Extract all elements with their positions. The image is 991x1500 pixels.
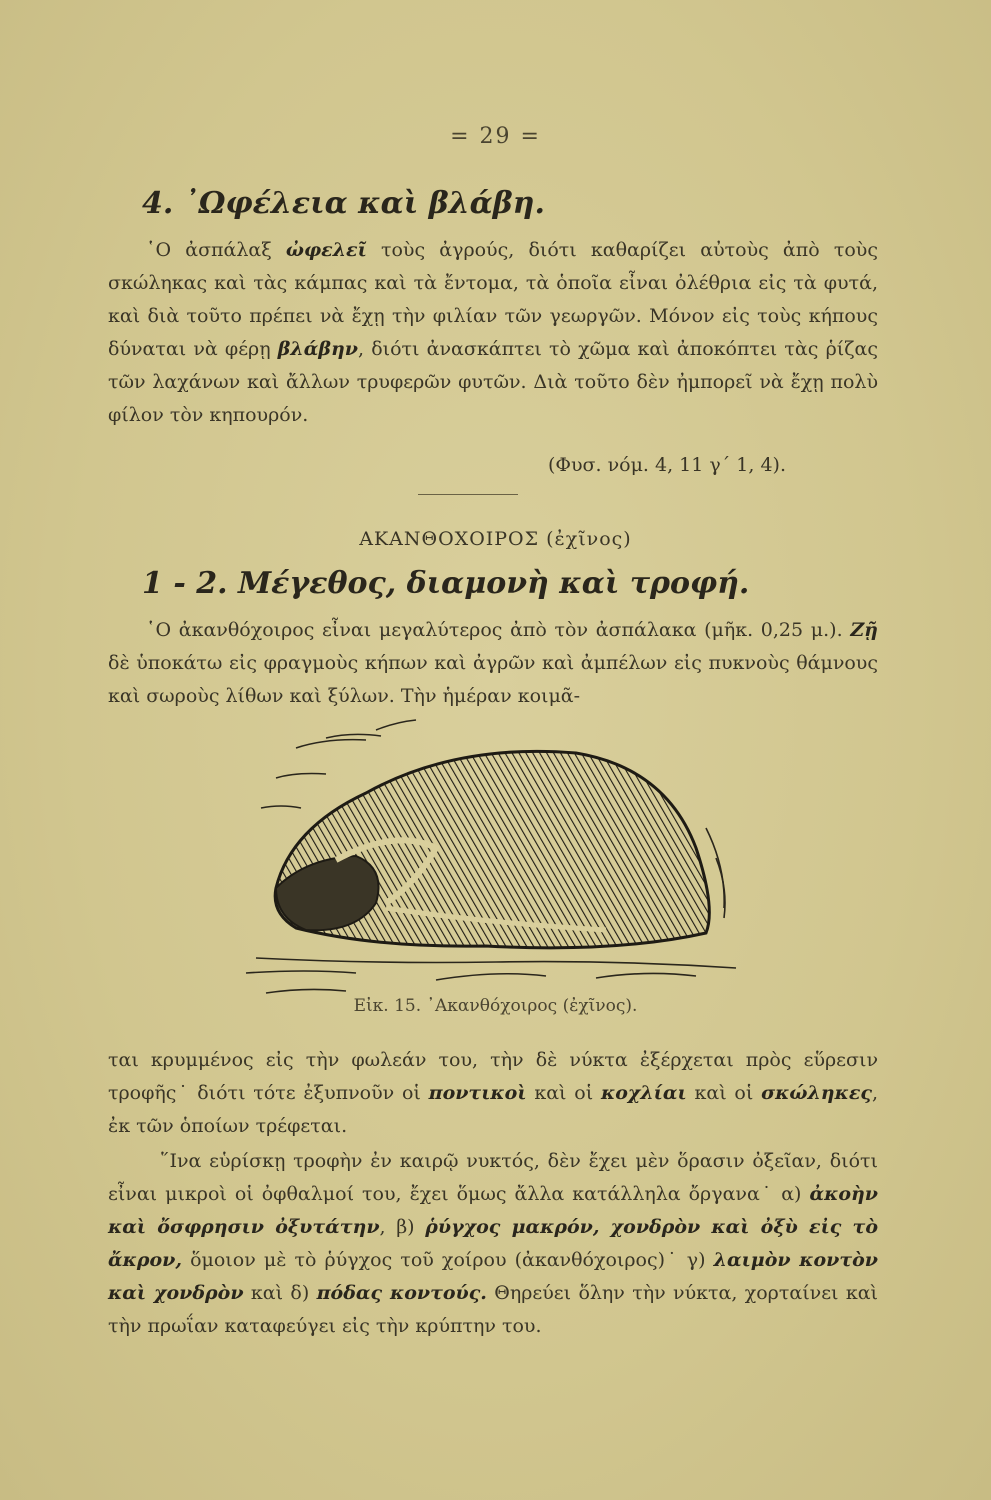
emphasis-harm: βλάβην	[277, 338, 358, 360]
text-run: καὶ δ)	[243, 1282, 317, 1304]
section-title-hedgehog: ΑΚΑΝΘΟΧΟΙΡΟΣ (ἐχῖνος)	[359, 528, 632, 550]
text-run: δὲ ὑποκάτω εἰς φραγμοὺς κήπων καὶ ἀγρῶν καὶ ἀμπέλων εἰς πυκνοὺς θάμνους καὶ σωροὺς λίθων καὶ ξύλων. Τὴν ἡμέραν κοιμᾶ-	[108, 652, 878, 707]
emphasis-mice: ποντικοὶ	[428, 1082, 527, 1104]
paragraph-mole-benefit	[108, 234, 878, 432]
emphasis-benefits: ὠφελεῖ	[285, 239, 367, 261]
emphasis-feet: πόδας κοντούς.	[316, 1282, 487, 1304]
emphasis-worms: σκώληκες	[761, 1082, 872, 1104]
text-run: τοὺς ἀγρούς, διότι καθαρίζει αὐτοὺς ἀπὸ τοὺς σκώληκας καὶ τὰς κάμπας καὶ τὰ ἔντομα, τὰ ὁποῖα εἶναι ὀλέθρια εἰς τὰ φυτά, καὶ διὰ τοῦτο πρέπει νὰ ἔχῃ τὴν φιλίαν τῶν γεωργῶν. Μόνον εἰς τοὺς κήπους δύναται νὰ φέρῃ	[108, 239, 878, 360]
emphasis-neck: λαιμὸν κοντὸν καὶ χονδρὸν	[108, 1249, 878, 1304]
emphasis-snails: κοχλίαι	[600, 1082, 687, 1104]
text-run: ῾Ο ἀκανθόχοιρος εἶναι μεγαλύτερος ἀπὸ τὸν ἀσπάλακα (μῆκ. 0,25 μ.).	[146, 619, 851, 641]
text-run: ῾Ο ἀσπάλαξ	[146, 239, 286, 261]
reference-citation: (Φυσ. νόμ. 4, 11 γ΄ 1, 4).	[548, 454, 786, 476]
paragraph-hedgehog-size	[108, 614, 878, 713]
text-run: Θηρεύει ὅλην τὴν νύκτα, χορταίνει καὶ τὴν πρωΐαν καταφεύγει εἰς τὴν κρύπτην του.	[108, 1282, 878, 1337]
paragraph-hedgehog-senses	[108, 1145, 878, 1343]
paragraph-hedgehog-night	[108, 1044, 878, 1143]
text-run: ὅμοιον μὲ τὸ ῥύγχος τοῦ χοίρου (ἀκανθόχοιρος)˙ γ)	[181, 1249, 714, 1271]
text-run: , ἐκ τῶν ὁποίων τρέφεται.	[108, 1082, 879, 1137]
section-heading-benefit-harm: 4. ᾿Ωφέλεια καὶ βλάβη.	[142, 186, 545, 221]
emphasis-hearing-smell: ἀκοὴν καὶ ὄσφρησιν ὀξυτάτην	[108, 1183, 878, 1238]
page-number: = 29 =	[450, 124, 541, 149]
text-run: ῞Ινα εὑρίσκῃ τροφὴν ἐν καιρῷ νυκτός, δὲν ἔχει μὲν ὅρασιν ὀξεῖαν, διότι εἶναι μικροὶ οἱ ὀφθαλμοί του, ἔχει ὅμως ἄλλα κατάλληλα ὄργανα˙ α)	[108, 1150, 878, 1205]
emphasis-lives: Ζῇ	[850, 619, 878, 641]
text-run: καὶ οἱ	[686, 1082, 762, 1104]
figure-caption: Εἰκ. 15. ᾿Ακανθόχοιρος (ἐχῖνος).	[353, 996, 638, 1016]
hedgehog-illustration	[236, 708, 756, 998]
section-heading-size-habitat-food: 1 - 2. Μέγεθος, διαμονὴ καὶ τροφή.	[142, 566, 750, 601]
text-run: ται κρυμμένος εἰς τὴν φωλεάν του, τὴν δὲ νύκτα ἐξέρχεται πρὸς εὕρεσιν τροφῆς˙ διότι τότε ἐξυπνοῦν οἱ	[108, 1049, 878, 1104]
text-run: , β)	[379, 1216, 426, 1238]
section-divider	[418, 494, 518, 495]
text-run: , διότι ἀνασκάπτει τὸ χῶμα καὶ ἀποκόπτει τὰς ῥίζας τῶν λαχάνων καὶ ἄλλων τρυφερῶν φυτῶν. Διὰ τοῦτο δὲν ἠμπορεῖ νὰ ἔχῃ πολὺ φίλον τὸν κηπουρόν.	[108, 338, 878, 426]
emphasis-snout: ῥύγχος μακρόν, χονδρὸν καὶ ὀξὺ εἰς τὸ ἄκρον,	[108, 1216, 879, 1271]
text-run: καὶ οἱ	[526, 1082, 601, 1104]
